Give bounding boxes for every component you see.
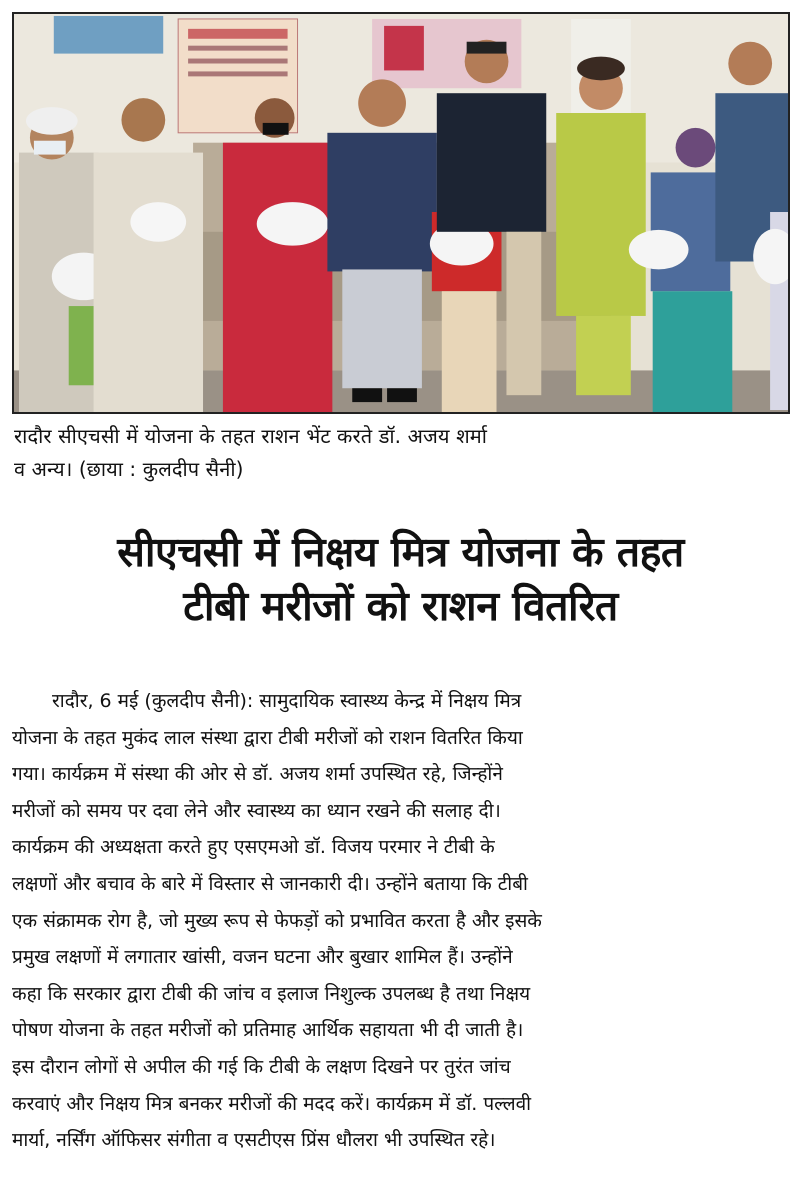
article-body <box>12 683 792 1159</box>
headline-line: सीएचसी में निक्षय मित्र योजना के तहत <box>117 528 684 576</box>
group-photo-illustration <box>14 14 788 412</box>
caption-line: व अन्य। (छाया : कुलदीप सैनी) <box>14 457 244 481</box>
article-line: योजना के तहत मुकंद लाल संस्था द्वारा टीबी मरीजों को राशन वितरित किया <box>12 726 523 749</box>
headline-line: टीबी मरीजों को राशन वितरित <box>183 582 618 630</box>
article-line: करवाएं और निक्षय मित्र बनकर मरीजों की मदद करें। कार्यक्रम में डॉ. पल्लवी <box>12 1092 532 1115</box>
news-photo <box>12 12 790 414</box>
caption-line: रादौर सीएचसी में योजना के तहत राशन भेंट करते डॉ. अजय शर्मा <box>14 424 488 448</box>
article-line: इस दौरान लोगों से अपील की गई कि टीबी के लक्षण दिखने पर तुरंत जांच <box>12 1055 511 1078</box>
article-line: एक संक्रामक रोग है, जो मुख्य रूप से फेफड़ों को प्रभावित करता है और इसके <box>12 909 542 932</box>
article-line: पोषण योजना के तहत मरीजों को प्रतिमाह आर्थिक सहायता भी दी जाती है। <box>12 1019 524 1042</box>
article-line: लक्षणों और बचाव के बारे में विस्तार से जानकारी दी। उन्होंने बताया कि टीबी <box>12 872 528 895</box>
photo-caption <box>14 420 790 486</box>
article-line: मरीजों को समय पर दवा लेने और स्वास्थ्य का ध्यान रखने की सलाह दी। <box>12 799 501 822</box>
article-line: प्रमुख लक्षणों में लगातार खांसी, वजन घटना और बुखार शामिल हैं। उन्होंने <box>12 946 513 969</box>
article-line: रादौर, 6 मई (कुलदीप सैनी): सामुदायिक स्वास्थ्य केन्द्र में निक्षय मित्र <box>52 690 522 712</box>
article-line: कार्यक्रम की अध्यक्षता करते हुए एसएमओ डॉ. विजय परमार ने टीबी के <box>12 836 495 859</box>
article-line: कहा कि सरकार द्वारा टीबी की जांच व इलाज निशुल्क उपलब्ध है तथा निक्षय <box>12 982 531 1005</box>
article-line: मार्या, नर्सिंग ऑफिसर संगीता व एसटीएस प्रिंस धौलरा भी उपस्थित रहे। <box>12 1129 496 1152</box>
article-line: गया। कार्यक्रम में संस्था की ओर से डॉ. अजय शर्मा उपस्थित रहे, जिन्होंने <box>12 763 503 786</box>
wall-poster <box>54 16 163 54</box>
article-headline <box>8 525 793 633</box>
